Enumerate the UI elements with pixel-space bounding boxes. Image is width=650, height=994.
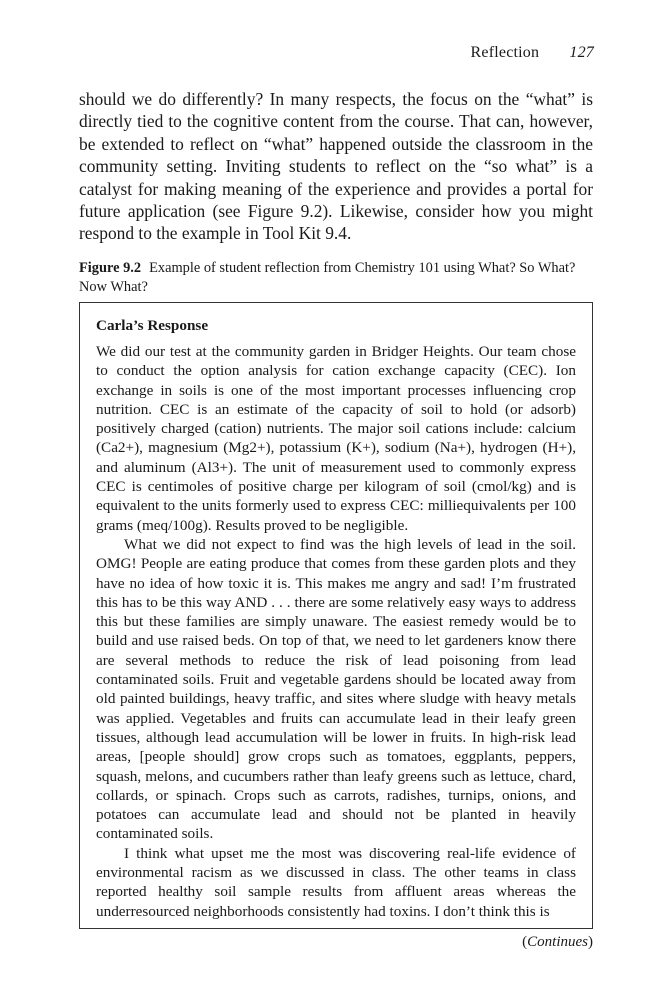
page-number: 127 [569, 44, 594, 61]
body-paragraph: should we do differently? In many respects, the focus on the “what” is directly tied to the cognitive content from the course. That can, however, be extended to reflect on “what” happened outside the classroom in the community setting. Inviting students to reflect on the “so what” is a catalyst for making meaning of the experience and provides a portal for future application (see Figure 9.2). Likewise, consider how you might respond to the example in Tool Kit 9.4. [79, 89, 593, 244]
running-head-title: Reflection [470, 44, 540, 61]
reflection-paragraph-1: We did our test at the community garden in Bridger Heights. Our team chose to conduct the option analysis for cation exchange capacity (CEC). Ion exchange in soils is one of the most important processes influencing crop nutrition. CEC is an estimate of the capacity of soil to hold (or adsorb) positively charged (cation) nutrients. The major soil cations include: calcium (Ca2+), magnesium (Mg2+), potassium (K+), sodium (Na+), hydrogen (H+), and aluminum (Al3+). The unit of measurement used to commonly express CEC is centimoles of positive charge per kilogram of soil (cmol/kg) and is equivalent to the units formerly used to express CEC: milliequivalents per 100 grams (meq/100g). Results proved to be negligible. [96, 343, 576, 534]
continues-open-paren: ( [522, 934, 528, 950]
continues-note [522, 934, 593, 951]
figure-caption [79, 259, 593, 296]
figure-caption-text: Example of student reflection from Chemistry 101 using What? So What? Now What? [79, 260, 576, 295]
figure-label: Figure 9.2 [79, 260, 142, 276]
running-head [471, 44, 594, 62]
continues-close-paren: ) [588, 934, 593, 950]
reflection-paragraph-3: I think what upset me the most was discovering real-life evidence of environmental racism as we discussed in class. The other teams in class reported healthy soil sample results from affluent areas whereas the underresourced neighborhoods consistently had toxins. I don’t think this is [96, 844, 576, 920]
reflection-paragraph-2: What we did not expect to find was the high levels of lead in the soil. OMG! People are eating produce that comes from these garden plots and they have no idea of how toxic it is. This makes me angry and sad! I’m frustrated this has to be this way AND . . . there are some relatively easy ways to address this but these families are simply unaware. The easiest remedy would be to build and use raised beds. On top of that, we need to let gardeners know there are several methods to reduce the risk of lead poisoning from lead contaminated soils. Fruit and vegetable gardens should be located away from old painted buildings, heavy traffic, and sites where sludge with heavy metals was applied. Vegetables and fruits can accumulate lead in their leafy green tissues, although lead accumulation will be lower in fruits. In high-risk lead areas, [people should] grow crops such as tomatoes, eggplants, peppers, squash, melons, and cucumbers rather than leafy greens such as lettuce, chard, collards, or spinach. Crops such as carrots, radishes, turnips, onions, and potatoes can accumulate lead and should not be planted in heavily contaminated soils. [96, 535, 576, 843]
reflection-box [79, 302, 593, 929]
reflection-box-title: Carla’s Response [96, 317, 209, 334]
continues-label: Continues [527, 934, 588, 950]
